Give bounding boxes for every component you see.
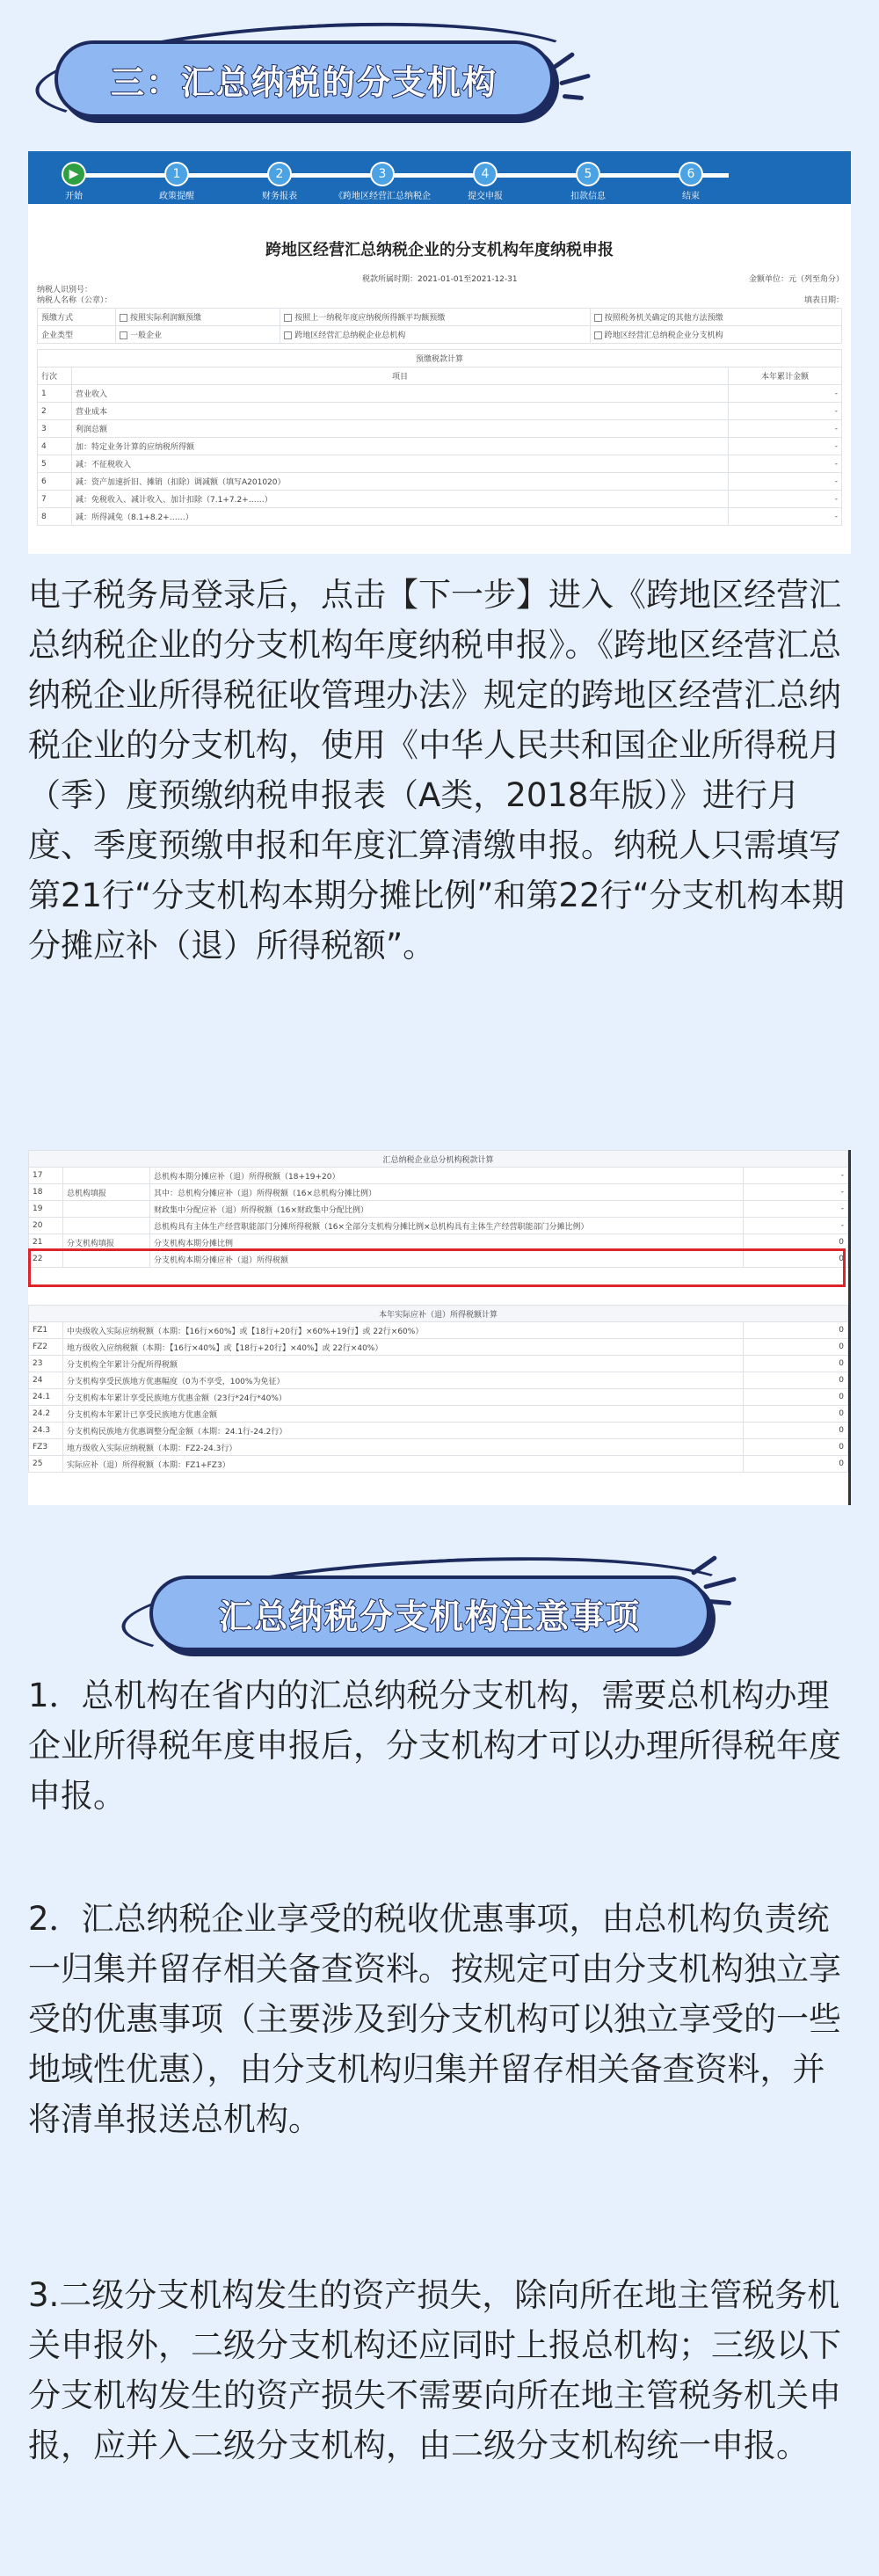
options-table — [37, 308, 842, 344]
table-row — [38, 508, 842, 526]
row-number: 25 — [29, 1456, 63, 1473]
row-item: 分支机构本年累计已享受民族地方优惠金额 — [63, 1406, 744, 1423]
option-text: 按照税务机关确定的其他方法预缴 — [604, 314, 723, 323]
step-0-label[interactable]: 开始 — [65, 192, 83, 201]
row-number: 21 — [29, 1234, 63, 1251]
step-6-circle[interactable]: 6 — [679, 162, 703, 186]
row-number: 6 — [38, 473, 72, 491]
option-checkbox[interactable] — [590, 309, 841, 326]
row-amount[interactable]: 0 — [744, 1339, 848, 1356]
step-3-label[interactable]: 《跨地区经营汇总纳税企 — [334, 192, 431, 201]
row-item: 财政集中分配应补（退）所得税额（16×财政集中分配比例） — [150, 1201, 744, 1218]
heading-2-title: 汇总纳税分支机构注意事项 — [149, 1575, 710, 1651]
row-amount[interactable]: 0 — [744, 1423, 848, 1439]
section-title: 预缴税款计算 — [38, 350, 842, 367]
table-row — [38, 491, 842, 508]
screenshot-declaration-form — [28, 151, 851, 554]
row-amount[interactable]: - — [729, 455, 842, 473]
row-item: 分支机构享受民族地方优惠幅度（0为不享受，100%为免征） — [63, 1372, 744, 1389]
row-amount[interactable]: - — [744, 1201, 848, 1218]
intro-paragraph: 电子税务局登录后，点击【下一步】进入《跨地区经营汇总纳税企业的分支机构年度纳税申报》。《跨地区经营汇总纳税企业所得税征收管理办法》规定的跨地区经营汇总纳税企业的分支机构，使用《中华人民共和国企业所得税月（季）度预缴纳税申报表（A类，2018年版）》进行月度、季度预缴申报和年度汇算清缴申报。纳税人只需填写第21行“分支机构本期分摊比例”和第22行“分支机构本期分摊应补（退）所得税额”。 — [28, 576, 845, 964]
table-row — [38, 403, 842, 420]
row-amount[interactable]: 0 — [744, 1456, 848, 1473]
row-item: 分支机构本期分摊比例 — [150, 1234, 744, 1251]
step-4-circle[interactable]: 4 — [473, 162, 498, 186]
row-item: 分支机构民族地方优惠调整分配金额（本期：24.1行-24.2行） — [63, 1423, 744, 1439]
actual-tax-table — [28, 1305, 848, 1473]
table-row — [38, 455, 842, 473]
row-item: 其中：总机构分摊应补（退）所得税额（16×总机构分摊比例） — [150, 1184, 744, 1201]
row-number: FZ2 — [29, 1339, 63, 1356]
step-6-label[interactable]: 结束 — [682, 192, 700, 201]
row-number: 23 — [29, 1356, 63, 1372]
section-title-2: 本年实际应补（退）所得税额计算 — [29, 1306, 848, 1322]
step-5-circle[interactable]: 5 — [576, 162, 600, 186]
heading-1-title: 三：汇总纳税的分支机构 — [54, 40, 554, 118]
table-row — [29, 1322, 848, 1339]
row-group: 分支机构填报 — [63, 1234, 150, 1251]
row-number: 18 — [29, 1184, 63, 1201]
option-checkbox[interactable] — [280, 326, 590, 344]
row-item: 减：资产加速折旧、摊销（扣除）调减额（填写A201020） — [72, 473, 729, 491]
table-row — [29, 1439, 848, 1456]
table-row — [38, 438, 842, 455]
row-group — [63, 1168, 150, 1184]
table-row — [29, 1218, 848, 1234]
row-number: 22 — [29, 1251, 63, 1268]
row-amount[interactable]: 0 — [744, 1389, 848, 1406]
screenshot-branch-calc-table — [28, 1150, 851, 1505]
row-number: 5 — [38, 455, 72, 473]
option-text: 预缴方式 — [41, 314, 74, 323]
row-amount[interactable]: 0 — [744, 1234, 848, 1251]
step-progress-bar — [28, 151, 851, 204]
row-amount[interactable]: - — [729, 491, 842, 508]
checkbox-icon[interactable] — [120, 331, 127, 339]
row-number: 19 — [29, 1201, 63, 1218]
row-item: 地方级收入应纳税额（本期：【16行×40%】或【18行+20行】×40%】或 22行×40%） — [63, 1339, 744, 1356]
row-number: 24.1 — [29, 1389, 63, 1406]
row-number: 1 — [38, 385, 72, 403]
row-amount[interactable]: - — [729, 385, 842, 403]
note-3: 3.二级分支机构发生的资产损失，除向所在地主管税务机关申报外，二级分支机构还应同时上报总机构；三级以下分支机构发生的资产损失不需要向所在地主管税务机关申报，应并入二级分支机构，由二级分支机构统一申报。 — [28, 2276, 841, 2464]
row-amount[interactable]: - — [729, 508, 842, 526]
row-amount[interactable]: - — [729, 473, 842, 491]
step-1-label[interactable]: 政策提醒 — [159, 192, 194, 201]
option-checkbox[interactable] — [280, 309, 590, 326]
table-row — [29, 1372, 848, 1389]
taxpayer-id-label: 纳税人识别号： — [37, 286, 93, 295]
table-row — [29, 1456, 848, 1473]
row-number: 4 — [38, 438, 72, 455]
option-text: 跨地区经营汇总纳税企业分支机构 — [604, 331, 723, 340]
row-item: 营业收入 — [72, 385, 729, 403]
row-number: 2 — [38, 403, 72, 420]
amount-unit: 金额单位：元（列至角分） — [748, 275, 844, 284]
row-number: FZ1 — [29, 1322, 63, 1339]
checkbox-icon[interactable] — [120, 314, 127, 322]
row-number: 24.2 — [29, 1406, 63, 1423]
table-row — [29, 1356, 848, 1372]
table-row — [38, 473, 842, 491]
option-text: 按照实际利润额预缴 — [130, 314, 202, 323]
row-item: 总机构具有主体生产经营职能部门分摊所得税额（16×全部分支机构分摊比例×总机构具有主体生产经营职能部门分摊比例） — [150, 1218, 744, 1234]
table-row — [29, 1339, 848, 1356]
form-title: 跨地区经营汇总纳税企业的分支机构年度纳税申报 — [265, 241, 614, 259]
row-number: FZ3 — [29, 1439, 63, 1456]
option-text: 一般企业 — [130, 331, 163, 340]
table-row — [29, 1406, 848, 1423]
step-2-circle[interactable]: 2 — [267, 162, 292, 186]
note-2: 2．汇总纳税企业享受的税收优惠事项，由总机构负责统一归集并留存相关备查资料。按规定可由分支机构独立享受的优惠事项（主要涉及到分支机构可以独立享受的一些地域性优惠），由分支机构归集并留存相关备查资料，并将清单报送总机构。 — [28, 1900, 841, 2138]
col-header-item: 项目 — [72, 367, 729, 385]
table-row — [38, 385, 842, 403]
row-item: 中央级收入实际应纳税额（本期：【16行×60%】或【18行+20行】×60%+19行】或 22行×60%） — [63, 1322, 744, 1339]
row-amount[interactable]: 0 — [744, 1406, 848, 1423]
option-checkbox[interactable] — [116, 326, 280, 344]
table-row — [38, 420, 842, 438]
row-amount[interactable]: 0 — [744, 1322, 848, 1339]
option-label — [38, 309, 116, 326]
row-item: 实际应补（退）所得税额（本期：FZ1+FZ3） — [63, 1456, 744, 1473]
row-number: 7 — [38, 491, 72, 508]
option-text: 跨地区经营汇总纳税企业总机构 — [294, 331, 406, 340]
row-item: 减：所得减免（8.1+8.2+……） — [72, 508, 729, 526]
row-number: 3 — [38, 420, 72, 438]
checkbox-icon[interactable] — [594, 314, 602, 322]
row-number: 20 — [29, 1218, 63, 1234]
row-group — [63, 1201, 150, 1218]
row-item: 加：特定业务计算的应纳税所得额 — [72, 438, 729, 455]
row-amount[interactable]: 0 — [744, 1372, 848, 1389]
row-amount[interactable]: 0 — [744, 1356, 848, 1372]
row-group: 总机构填报 — [63, 1184, 150, 1201]
row-amount[interactable]: - — [744, 1168, 848, 1184]
checkbox-icon[interactable] — [284, 314, 292, 322]
row-amount[interactable]: 0 — [744, 1251, 848, 1268]
table-row — [29, 1389, 848, 1406]
section-title: 汇总纳税企业总分机构税款计算 — [29, 1151, 848, 1168]
row-amount[interactable]: - — [729, 403, 842, 420]
decorative-dash-icon — [563, 94, 584, 100]
highlight-rows-21-22 — [28, 1248, 846, 1287]
section-heading-2 — [121, 1556, 772, 1670]
row-item: 减：免税收入、减计收入、加计扣除（7.1+7.2+……） — [72, 491, 729, 508]
taxpayer-name-label: 纳税人名称（公章）： — [37, 296, 113, 305]
row-amount[interactable]: - — [729, 420, 842, 438]
step-4-label[interactable]: 提交申报 — [468, 192, 503, 201]
table-row — [29, 1423, 848, 1439]
row-amount[interactable]: 0 — [744, 1439, 848, 1456]
section-heading-1 — [35, 25, 598, 139]
row-number: 24.3 — [29, 1423, 63, 1439]
option-checkbox[interactable] — [116, 309, 280, 326]
tax-period: 税款所属时期：2021-01-01至2021-12-31 — [362, 275, 518, 284]
row-item: 营业成本 — [72, 403, 729, 420]
step-3-circle[interactable]: 3 — [370, 162, 395, 186]
prepay-calc-table — [37, 349, 842, 526]
row-number: 24 — [29, 1372, 63, 1389]
step-0-circle[interactable]: ▶ — [62, 162, 86, 186]
fill-date-label: 填表日期： — [803, 296, 844, 305]
option-text: 企业类型 — [41, 331, 74, 340]
col-header-amount: 本年累计金额 — [729, 367, 842, 385]
option-text: 按照上一纳税年度应纳税所得额平均额预缴 — [294, 314, 446, 323]
row-amount[interactable]: - — [744, 1184, 848, 1201]
checkbox-icon[interactable] — [594, 331, 602, 339]
row-item: 分支机构本期分摊应补（退）所得税额 — [150, 1251, 744, 1268]
row-group — [63, 1218, 150, 1234]
table-row — [29, 1168, 848, 1184]
step-5-label[interactable]: 扣款信息 — [570, 192, 606, 201]
row-item: 减：不征税收入 — [72, 455, 729, 473]
row-number: 17 — [29, 1168, 63, 1184]
table-row — [29, 1184, 848, 1201]
option-checkbox[interactable] — [590, 326, 841, 344]
step-2-label[interactable]: 财务报表 — [262, 192, 297, 201]
row-item: 分支机构全年累计分配所得税额 — [63, 1356, 744, 1372]
col-header-row: 行次 — [38, 367, 72, 385]
row-item: 总机构本期分摊应补（退）所得税额（18+19+20） — [150, 1168, 744, 1184]
option-label — [38, 326, 116, 344]
table-row — [29, 1201, 848, 1218]
row-amount[interactable]: - — [744, 1218, 848, 1234]
step-1-circle[interactable]: 1 — [164, 162, 189, 186]
row-item: 地方级收入实际应纳税额（本期：FZ2-24.3行） — [63, 1439, 744, 1456]
row-item: 分支机构本年累计享受民族地方优惠金额（23行*24行*40%） — [63, 1389, 744, 1406]
checkbox-icon[interactable] — [284, 331, 292, 339]
row-amount[interactable]: - — [729, 438, 842, 455]
row-item: 利润总额 — [72, 420, 729, 438]
row-number: 8 — [38, 508, 72, 526]
note-1: 1．总机构在省内的汇总纳税分支机构，需要总机构办理企业所得税年度申报后，分支机构才可以办理所得税年度申报。 — [28, 1677, 841, 1815]
